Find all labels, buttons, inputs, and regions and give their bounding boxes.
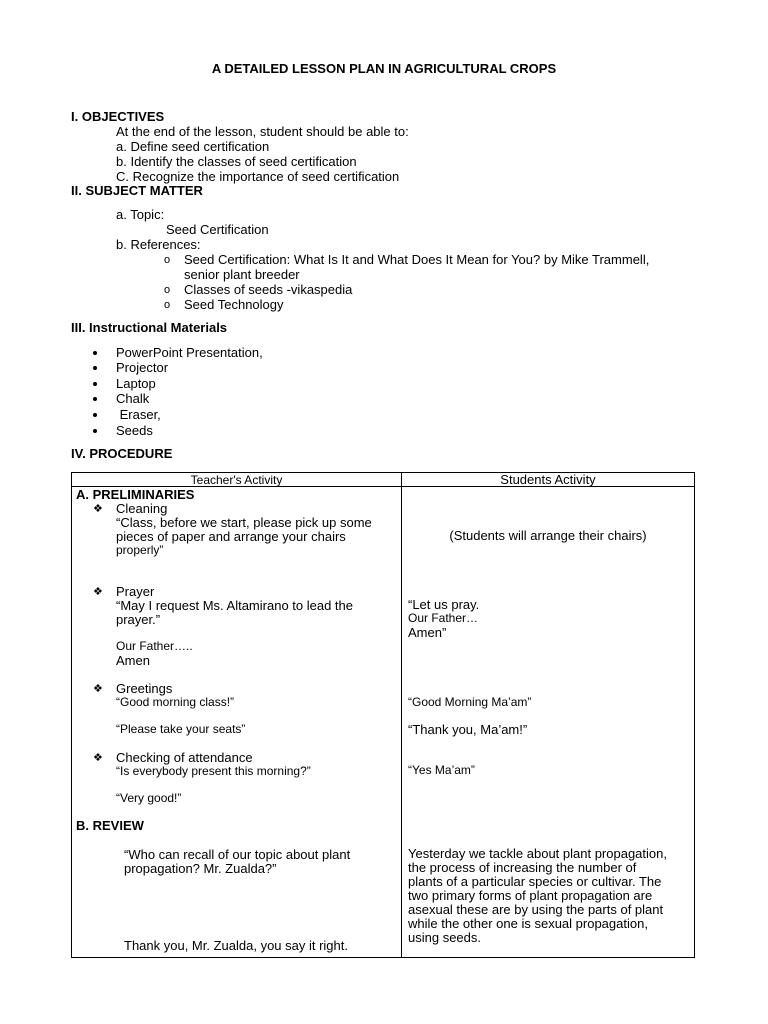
teacher-activity-cell [72, 487, 402, 958]
teacher-line: “Please take your seats” [116, 722, 246, 736]
students-column-header [402, 473, 695, 487]
procedure-table [71, 472, 695, 958]
student-response: Amen” [408, 625, 447, 640]
student-response: “Good Morning Ma’am” [408, 695, 532, 709]
teacher-line: “Very good!” [116, 791, 182, 805]
bullet-icon [93, 429, 97, 433]
cleaning-label: Cleaning [116, 501, 168, 516]
topic-label: a. Topic: [116, 207, 165, 222]
materials-heading: III. Instructional Materials [71, 320, 228, 335]
teacher-line: properly” [116, 543, 164, 557]
material-item: Eraser, [116, 407, 161, 422]
review-answer-line: two primary forms of plant propagation are [408, 888, 653, 903]
student-response: “Yes Ma’am” [408, 763, 475, 777]
hollow-bullet-icon: o [164, 284, 171, 296]
student-response: “Thank you, Ma’am!” [408, 722, 528, 737]
reference-item: Seed Technology [184, 297, 284, 312]
greetings-label: Greetings [116, 681, 173, 696]
teacher-line: Our Father….. [116, 639, 193, 653]
bullet-icon [93, 397, 97, 401]
review-answer-line: the process of increasing the number of [408, 860, 637, 875]
material-item: Chalk [116, 391, 150, 406]
diamond-bullet-icon: ❖ [93, 586, 103, 598]
material-item: PowerPoint Presentation, [116, 345, 263, 360]
student-response: Our Father… [408, 611, 479, 625]
prayer-label: Prayer [116, 584, 155, 599]
teacher-header-label: Teacher's Activity [190, 473, 283, 487]
references-label: b. References: [116, 237, 201, 252]
page-title: A DETAILED LESSON PLAN IN AGRICULTURAL CROPS [211, 61, 557, 76]
teacher-line: “Good morning class!” [116, 695, 235, 709]
bullet-icon [93, 413, 97, 417]
material-item: Seeds [116, 423, 153, 438]
students-activity-cell [402, 487, 695, 958]
teacher-line: “Class, before we start, please pick up some [116, 515, 372, 530]
teacher-line: “May I request Ms. Altamirano to lead the [116, 598, 353, 613]
reference-item: Seed Certification: What Is It and What Does It Mean for You? by Mike Trammell, [184, 252, 650, 267]
hollow-bullet-icon: o [164, 254, 171, 266]
students-header-label: Students Activity [500, 472, 596, 487]
teacher-line: Thank you, Mr. Zualda, you say it right. [124, 938, 348, 953]
diamond-bullet-icon: ❖ [93, 752, 103, 764]
student-response: “Let us pray. [408, 597, 480, 612]
bullet-icon [93, 351, 97, 355]
review-answer-line: asexual these are by using the parts of plant [408, 902, 664, 917]
material-item: Projector [116, 360, 169, 375]
material-item: Laptop [116, 376, 156, 391]
attendance-label: Checking of attendance [116, 750, 253, 765]
teacher-column-header [72, 473, 402, 487]
objective-item: a. Define seed certification [116, 139, 270, 154]
review-answer-line: plants of a particular species or cultivar. The [408, 874, 662, 889]
reference-item: senior plant breeder [184, 267, 300, 282]
bullet-icon [93, 382, 97, 386]
review-answer-line: using seeds. [408, 930, 481, 945]
preliminaries-heading: A. PRELIMINARIES [76, 487, 195, 502]
hollow-bullet-icon: o [164, 299, 171, 311]
procedure-heading: IV. PROCEDURE [71, 446, 173, 461]
objective-item: C. Recognize the importance of seed certification [116, 169, 400, 184]
subject-matter-heading: II. SUBJECT MATTER [71, 183, 203, 198]
review-answer-line: while the other one is sexual propagation, [408, 916, 648, 931]
teacher-line: propagation? Mr. Zualda?” [124, 861, 277, 876]
review-heading: B. REVIEW [76, 818, 144, 833]
objectives-intro: At the end of the lesson, student should be able to: [116, 124, 409, 139]
diamond-bullet-icon: ❖ [93, 683, 103, 695]
topic-value: Seed Certification [166, 222, 269, 237]
teacher-line: “Who can recall of our topic about plant [124, 847, 351, 862]
reference-item: Classes of seeds -vikaspedia [184, 282, 353, 297]
teacher-line: pieces of paper and arrange your chairs [116, 529, 346, 544]
objective-item: b. Identify the classes of seed certification [116, 154, 357, 169]
teacher-line: “Is everybody present this morning?” [116, 764, 311, 778]
objectives-heading: I. OBJECTIVES [71, 109, 165, 124]
review-answer-line: Yesterday we tackle about plant propagation, [408, 846, 667, 861]
teacher-line: prayer.” [116, 612, 161, 627]
bullet-icon [93, 366, 97, 370]
student-response: (Students will arrange their chairs) [449, 528, 647, 543]
diamond-bullet-icon: ❖ [93, 503, 103, 515]
teacher-line: Amen [116, 653, 150, 668]
